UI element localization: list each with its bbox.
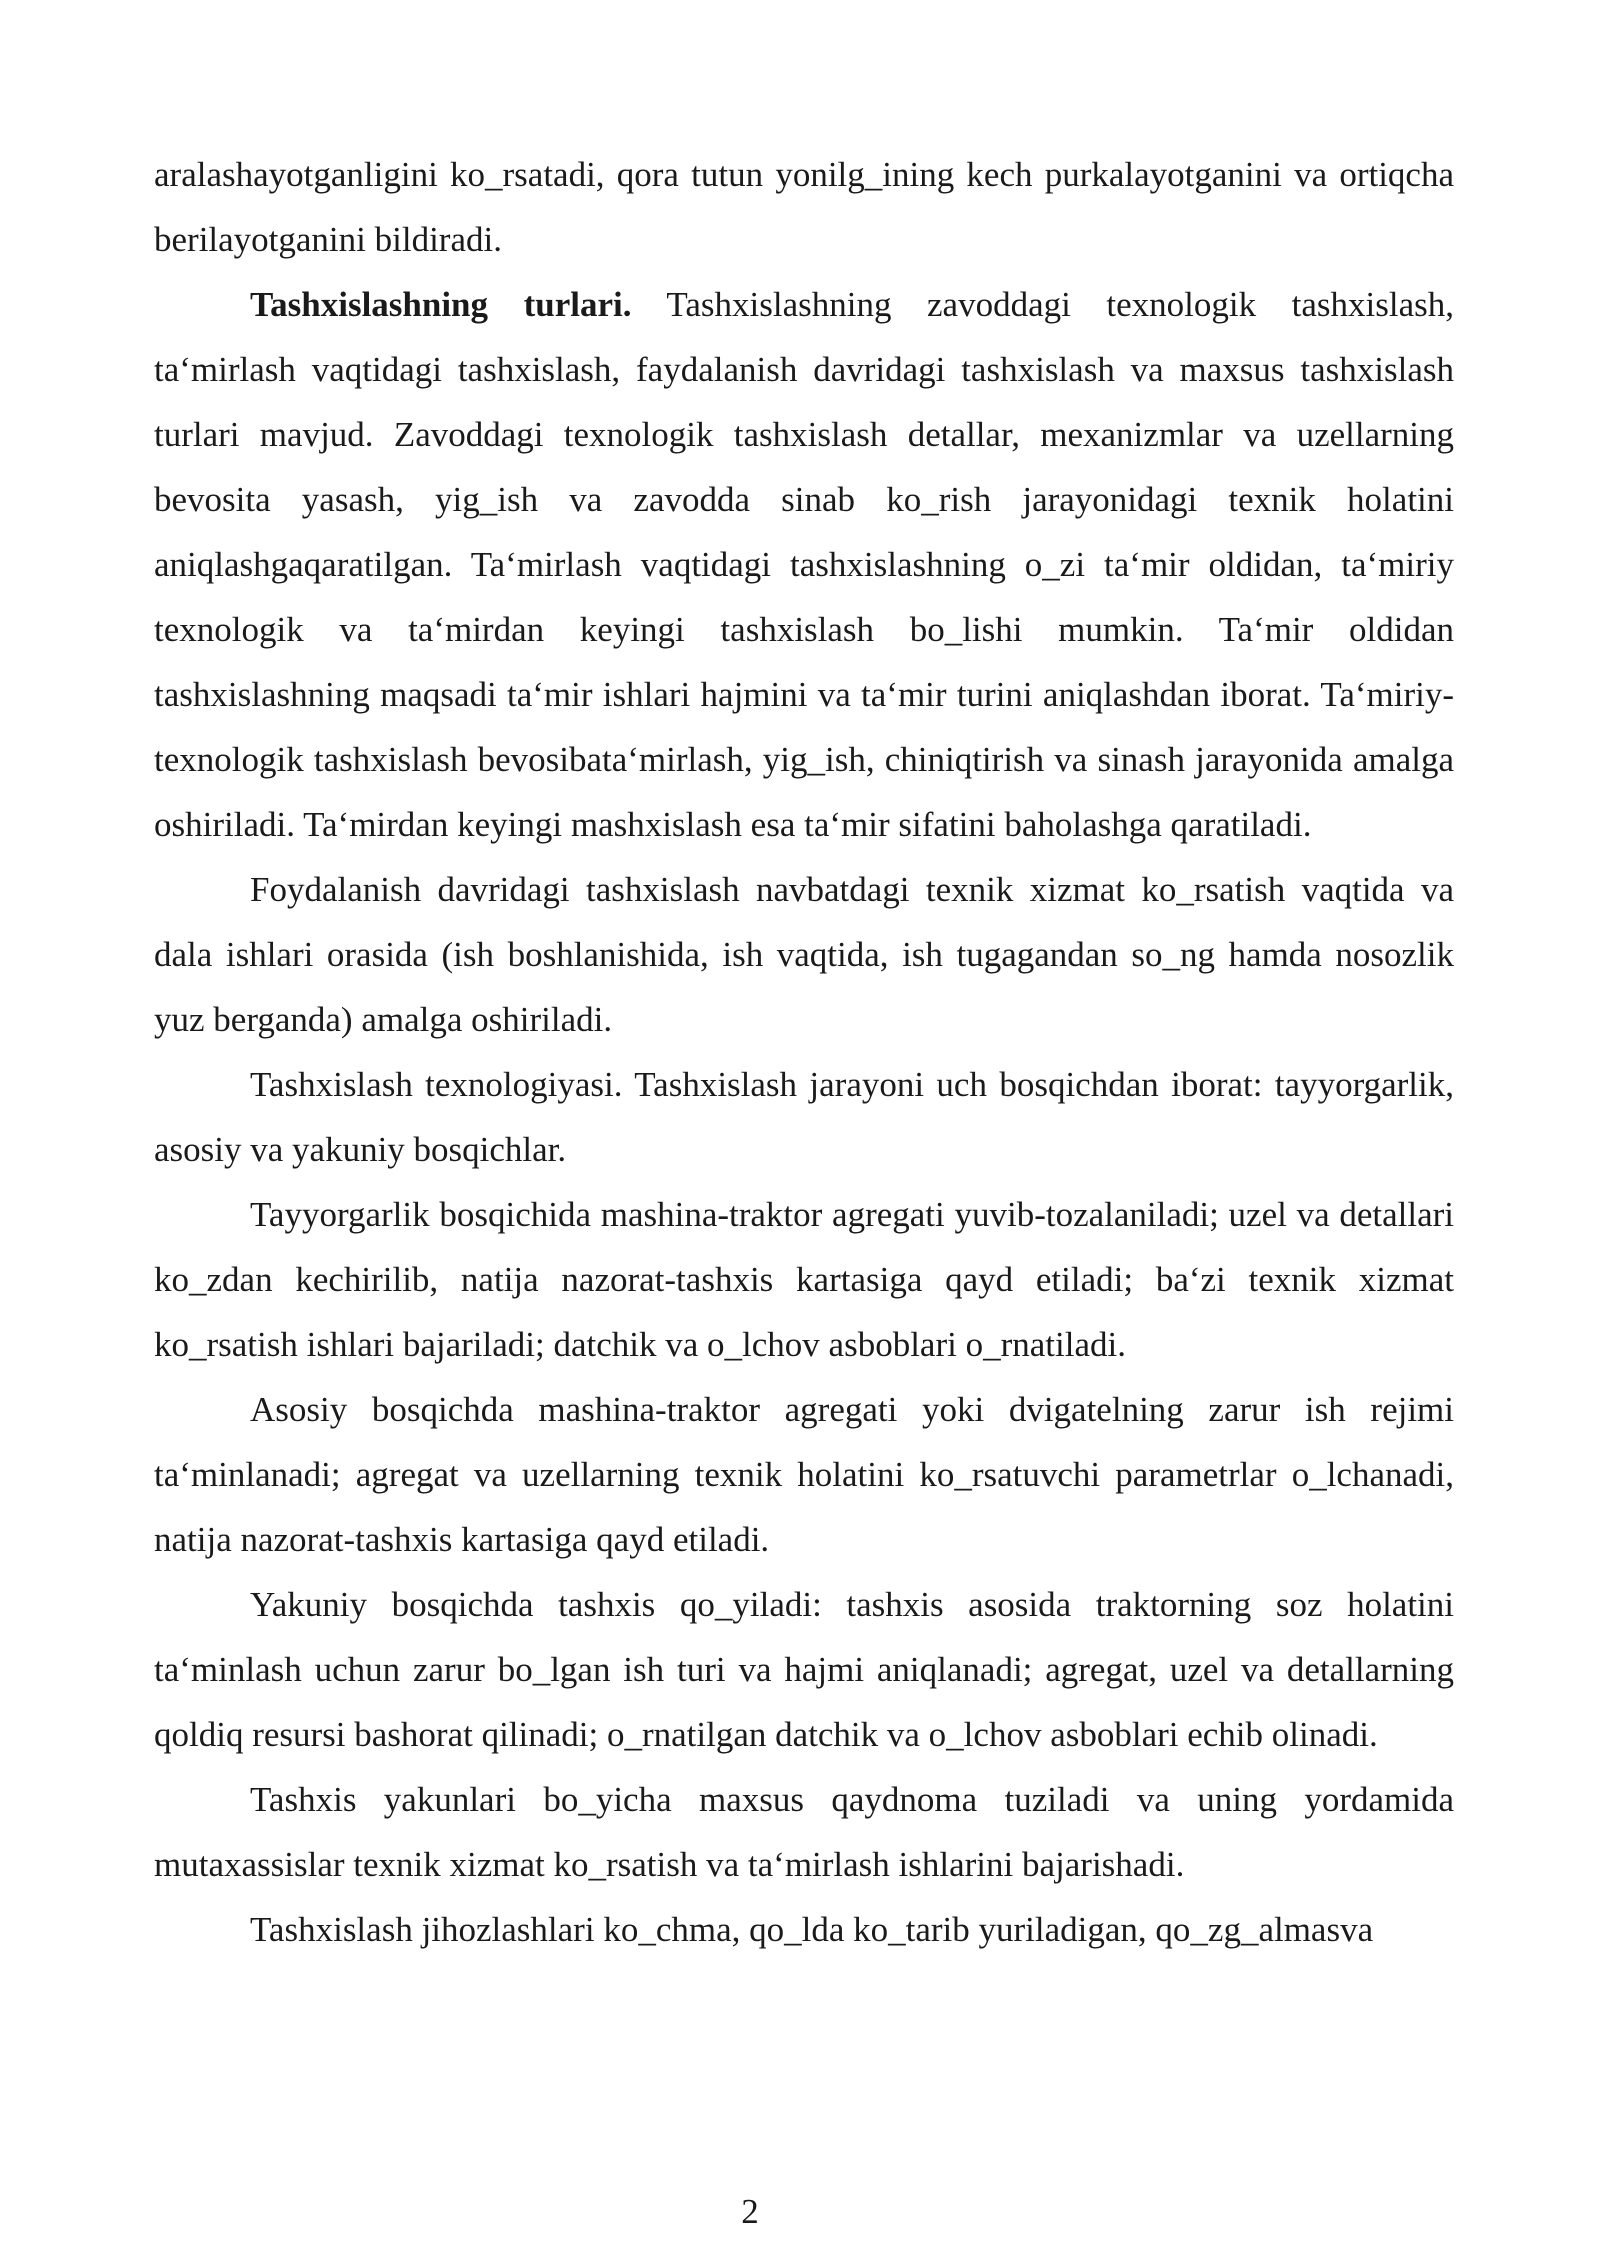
- section-heading-tashxislash-turlari: Tashxislashning turlari.: [250, 285, 632, 324]
- document-page: [154, 142, 1454, 1962]
- paragraph-3: [154, 857, 1454, 1052]
- paragraph-7: [154, 1572, 1454, 1767]
- paragraph-2: [154, 272, 1454, 857]
- paragraph-4: [154, 1052, 1454, 1182]
- paragraph-9-text: Tashxislash jihozlashlari ko_chma, qo_lda ko_tarib yuriladigan, qo_zg_almasva: [250, 1910, 1374, 1949]
- paragraph-8: [154, 1767, 1454, 1897]
- paragraph-9: [154, 1897, 1454, 1962]
- paragraph-3-text: Foydalanish davridagi tashxislash navbatdagi texnik xizmat ko_rsatish vaqtida va dala ishlari orasida (ish boshlanishida, ish vaqtida, ish tugagandan so_ng hamda nosozlik yuz berganda) amalga oshiriladi.: [154, 870, 1454, 1039]
- paragraph-1-text: aralashayotganligini ko_rsatadi, qora tutun yonilg_ining kech purkalayotganini va ortiqcha berilayotganini bildiradi.: [154, 155, 1454, 259]
- paragraph-6: [154, 1377, 1454, 1572]
- paragraph-2-text: Tashxislashning zavoddagi texnologik tashxislash, ta‘mirlash vaqtidagi tashxislash, faydalanish davridagi tashxislash va maxsus tashxislash turlari mavjud. Zavoddagi texnologik tashxislash detallar, mexanizmlar va uzellarning bevosita yasash, yig_ish va zavodda sinab ko_rish jarayonidagi texnik holatini aniqlashgaqaratilgan. Ta‘mirlash vaqtidagi tashxislashning o_zi ta‘mir oldidan, ta‘miriy texnologik va ta‘mirdan keyingi tashxislash bo_lishi mumkin. Ta‘mir oldidan tashxislashning maqsadi ta‘mir ishlari hajmini va ta‘mir turini aniqlashdan iborat. Ta‘miriy-texnologik tashxislash bevosibata‘mirlash, yig_ish, chiniqtirish va sinash jarayonida amalga oshiriladi. Ta‘mirdan keyingi mashxislash esa ta‘mir sifatini baholashga qaratiladi.: [154, 285, 1455, 844]
- paragraph-1: [154, 142, 1454, 272]
- paragraph-8-text: Tashxis yakunlari bo_yicha maxsus qaydnoma tuziladi va uning yordamida mutaxassislar texnik xizmat ko_rsatish va ta‘mirlash ishlarini bajarishadi.: [154, 1780, 1454, 1884]
- paragraph-5-text: Tayyorgarlik bosqichida mashina-traktor agregati yuvib-tozalaniladi; uzel va detallari ko_zdan kechirilib, natija nazorat-tashxis kartasiga qayd etiladi; ba‘zi texnik xizmat ko_rsatish ishlari bajariladi; datchik va o_lchov asboblari o_rnatiladi.: [154, 1195, 1454, 1364]
- paragraph-4-text: Tashxislash texnologiyasi. Tashxislash jarayoni uch bosqichdan iborat: tayyorgarlik, asosiy va yakuniy bosqichlar.: [154, 1065, 1454, 1169]
- paragraph-5: [154, 1182, 1454, 1377]
- paragraph-6-text: Asosiy bosqichda mashina-traktor agregati yoki dvigatelning zarur ish rejimi ta‘minlanadi; agregat va uzellarning texnik holatini ko_rsatuvchi parametrlar o_lchanadi, natija nazorat-tashxis kartasiga qayd etiladi.: [154, 1390, 1454, 1559]
- page-number: 2: [741, 2192, 759, 2231]
- paragraph-7-text: Yakuniy bosqichda tashxis qo_yiladi: tashxis asosida traktorning soz holatini ta‘minlash uchun zarur bo_lgan ish turi va hajmi aniqlanadi; agregat, uzel va detallarning qoldiq resursi bashorat qilinadi; o_rnatilgan datchik va o_lchov asboblari echib olinadi.: [154, 1585, 1454, 1754]
